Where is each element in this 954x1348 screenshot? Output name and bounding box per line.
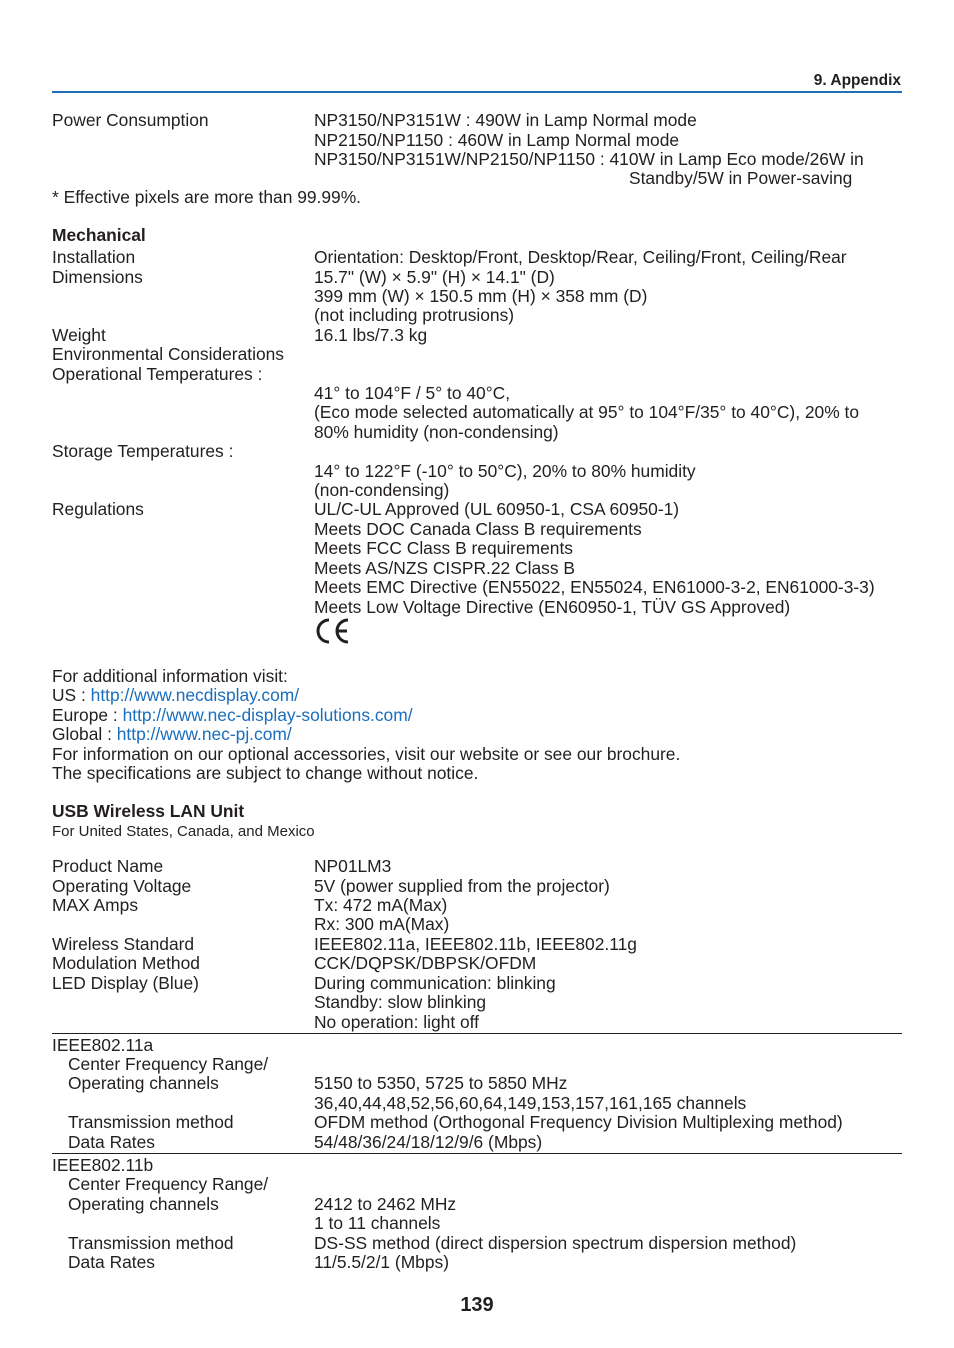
led-line-2: Standby: slow blinking: [314, 992, 487, 1012]
power-row: [0, 110, 954, 130]
standard-row: [0, 934, 954, 954]
us-label: US :: [52, 685, 91, 705]
ieee-a-tx-label: Transmission method: [68, 1112, 234, 1132]
dimensions-row: [0, 305, 954, 325]
dimensions-row: [0, 286, 954, 306]
voltage-label: Operating Voltage: [52, 876, 192, 896]
disclaimer-row: [0, 763, 954, 783]
ieee-b-tx-value: DS-SS method (direct dispersion spectrum dispersion method): [314, 1233, 797, 1253]
regulations-label: Regulations: [52, 499, 144, 519]
product-value: NP01LM3: [314, 856, 392, 876]
weight-value: 16.1 lbs/7.3 kg: [314, 325, 428, 345]
ieee-b-rate-label: Data Rates: [68, 1252, 155, 1272]
amps-tx: Tx: 472 mA(Max): [314, 895, 448, 915]
ieee-a-row: [0, 1054, 954, 1074]
storage-line-2: (non-condensing): [314, 480, 450, 500]
power-row: [0, 149, 954, 169]
op-temp-row: [0, 402, 954, 422]
eu-link[interactable]: http://www.nec-display-solutions.com/: [122, 705, 413, 725]
standard-label: Wireless Standard: [52, 934, 195, 954]
installation-row: [0, 247, 954, 267]
table-divider: [52, 1153, 902, 1154]
ieee-a-title-row: [0, 1035, 954, 1055]
ieee-a-row: [0, 1112, 954, 1132]
regulations-line-2: Meets DOC Canada Class B requirements: [314, 519, 642, 539]
modulation-row: [0, 953, 954, 973]
pixel-note-text: * Effective pixels are more than 99.99%.: [52, 187, 362, 207]
amps-row: [0, 895, 954, 915]
usb-subheading-row: [0, 822, 954, 842]
regulations-row: [0, 558, 954, 578]
power-row: [0, 130, 954, 150]
op-temp-label: Operational Temperatures :: [52, 364, 263, 384]
op-temp-row: [0, 364, 954, 384]
usb-heading: USB Wireless LAN Unit: [52, 801, 245, 821]
ieee-a-rate-value: 54/48/36/24/18/12/9/6 (Mbps): [314, 1132, 543, 1152]
eu-label: Europe :: [52, 705, 123, 725]
us-link[interactable]: http://www.necdisplay.com/: [90, 685, 300, 705]
dimensions-row: [0, 267, 954, 287]
ieee-b-row: [0, 1252, 954, 1272]
power-line-3: NP3150/NP3151W/NP2150/NP1150 : 410W in Lamp Eco mode/26W in: [314, 149, 864, 169]
ieee-a-freq-value: 5150 to 5350, 5725 to 5850 MHz: [314, 1073, 568, 1093]
amps-label: MAX Amps: [52, 895, 139, 915]
installation-value: Orientation: Desktop/Front, Desktop/Rear, Ceiling/Front, Ceiling/Rear: [314, 247, 847, 267]
global-link[interactable]: http://www.nec-pj.com/: [116, 724, 292, 744]
product-row: [0, 856, 954, 876]
ce-mark-icon: [313, 617, 351, 645]
power-row: [0, 168, 954, 188]
power-label: Power Consumption: [52, 110, 209, 130]
ieee-a-row: [0, 1073, 954, 1093]
info-intro: For additional information visit:: [52, 666, 288, 686]
storage-row: [0, 441, 954, 461]
amps-rx: Rx: 300 mA(Max): [314, 914, 450, 934]
led-row: [0, 1012, 954, 1032]
regulations-row: [0, 597, 954, 617]
info-eu-row: [0, 705, 954, 725]
accessories-row: [0, 744, 954, 764]
table-divider: [52, 1033, 902, 1034]
installation-label: Installation: [52, 247, 136, 267]
regulations-line-1: UL/C-UL Approved (UL 60950-1, CSA 60950-1): [314, 499, 680, 519]
storage-row: [0, 480, 954, 500]
accessories-text: For information on our optional accessories, visit our website or see our brochure.: [52, 744, 681, 764]
op-temp-row: [0, 422, 954, 442]
ieee-b-row: [0, 1233, 954, 1253]
storage-row: [0, 461, 954, 481]
regulations-row: [0, 577, 954, 597]
regulations-line-5: Meets EMC Directive (EN55022, EN55024, EN61000-3-2, EN61000-3-3): [314, 577, 875, 597]
info-us-row: [0, 685, 954, 705]
amps-row: [0, 914, 954, 934]
usb-subheading: For United States, Canada, and Mexico: [52, 823, 315, 840]
led-row: [0, 992, 954, 1012]
weight-row: [0, 325, 954, 345]
ieee-a-rate-label: Data Rates: [68, 1132, 155, 1152]
pixel-note: [0, 187, 954, 207]
ieee-a-tx-value: OFDM method (Orthogonal Frequency Division Multiplexing method): [314, 1112, 843, 1132]
ieee-b-tx-label: Transmission method: [68, 1233, 234, 1253]
product-label: Product Name: [52, 856, 164, 876]
ieee-b-row: [0, 1174, 954, 1194]
power-line-4: Standby/5W in Power-saving: [629, 168, 853, 188]
ieee-a-channels-label: Operating channels: [68, 1073, 219, 1093]
regulations-line-6: Meets Low Voltage Directive (EN60950-1, TÜV GS Approved): [314, 597, 791, 617]
storage-label: Storage Temperatures :: [52, 441, 234, 461]
usb-heading-row: [0, 801, 954, 821]
voltage-row: [0, 876, 954, 896]
env-label: Environmental Considerations: [52, 344, 284, 364]
ieee-b-row: [0, 1194, 954, 1214]
op-temp-row: [0, 383, 954, 403]
global-label: Global :: [52, 724, 117, 744]
weight-label: Weight: [52, 325, 106, 345]
dimensions-line-1: 15.7" (W) × 5.9" (H) × 14.1" (D): [314, 267, 555, 287]
power-line-1: NP3150/NP3151W : 490W in Lamp Normal mode: [314, 110, 697, 130]
ieee-a-title: IEEE802.11a: [52, 1035, 154, 1055]
regulations-line-3: Meets FCC Class B requirements: [314, 538, 573, 558]
dimensions-label: Dimensions: [52, 267, 143, 287]
mechanical-heading-row: [0, 225, 954, 245]
ieee-a-channels-value: 36,40,44,48,52,56,60,64,149,153,157,161,165 channels: [314, 1093, 747, 1113]
disclaimer-text: The specifications are subject to change without notice.: [52, 763, 479, 783]
led-row: [0, 973, 954, 993]
modulation-label: Modulation Method: [52, 953, 200, 973]
header-rule: [52, 91, 902, 93]
op-temp-line-2: (Eco mode selected automatically at 95° to 104°F/35° to 40°C), 20% to: [314, 402, 859, 422]
led-line-3: No operation: light off: [314, 1012, 479, 1032]
info-global-row: [0, 724, 954, 744]
ieee-a-row: [0, 1093, 954, 1113]
ieee-b-title-row: [0, 1155, 954, 1175]
ieee-b-freq-label: Center Frequency Range/: [68, 1174, 269, 1194]
ieee-a-row: [0, 1132, 954, 1152]
op-temp-line-3: 80% humidity (non-condensing): [314, 422, 559, 442]
regulations-line-4: Meets AS/NZS CISPR.22 Class B: [314, 558, 575, 578]
ieee-b-row: [0, 1213, 954, 1233]
ieee-b-title: IEEE802.11b: [52, 1155, 154, 1175]
dimensions-line-3: (not including protrusions): [314, 305, 515, 325]
op-temp-line-1: 41° to 104°F / 5° to 40°C,: [314, 383, 511, 403]
mechanical-heading: Mechanical: [52, 225, 146, 245]
standard-value: IEEE802.11a, IEEE802.11b, IEEE802.11g: [314, 934, 637, 954]
voltage-value: 5V (power supplied from the projector): [314, 876, 610, 896]
section-header: 9. Appendix: [813, 72, 901, 89]
ieee-b-channels-label: Operating channels: [68, 1194, 219, 1214]
info-intro-row: [0, 666, 954, 686]
led-label: LED Display (Blue): [52, 973, 199, 993]
dimensions-line-2: 399 mm (W) × 150.5 mm (H) × 358 mm (D): [314, 286, 648, 306]
ieee-b-rate-value: 11/5.5/2/1 (Mbps): [314, 1252, 450, 1272]
env-row: [0, 344, 954, 364]
regulations-row: [0, 519, 954, 539]
regulations-row: [0, 538, 954, 558]
regulations-row: [0, 499, 954, 519]
modulation-value: CCK/DQPSK/DBPSK/OFDM: [314, 953, 537, 973]
storage-line-1: 14° to 122°F (-10° to 50°C), 20% to 80% humidity: [314, 461, 696, 481]
ieee-b-freq-value: 2412 to 2462 MHz: [314, 1194, 457, 1214]
power-line-2: NP2150/NP1150 : 460W in Lamp Normal mode: [314, 130, 680, 150]
page-number: 139: [460, 1294, 494, 1316]
ieee-b-channels-value: 1 to 11 channels: [314, 1213, 441, 1233]
ieee-a-freq-label: Center Frequency Range/: [68, 1054, 269, 1074]
led-line-1: During communication: blinking: [314, 973, 556, 993]
